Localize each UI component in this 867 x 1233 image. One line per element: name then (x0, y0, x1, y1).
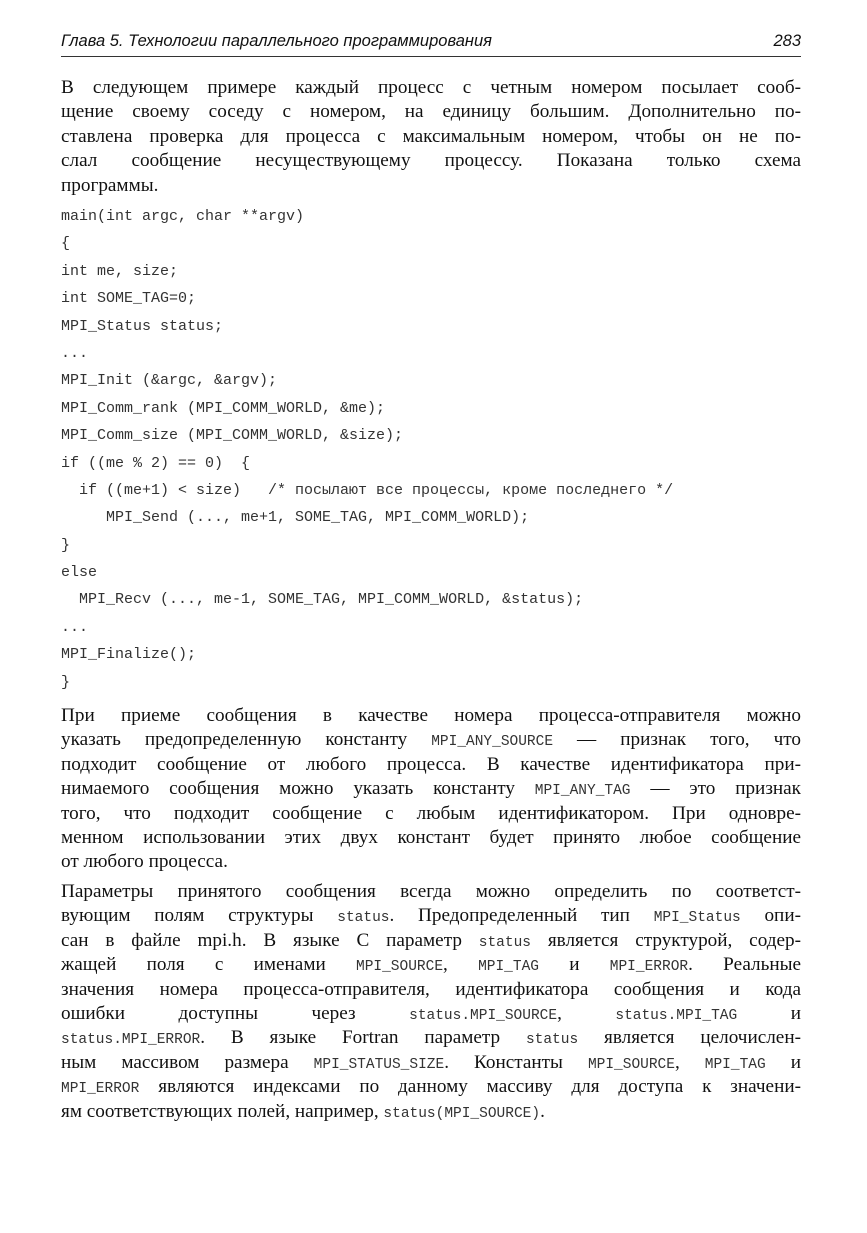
code-term: status (478, 934, 531, 951)
text-fragment: того, что подходит сообщение с любым идентификатором. При одновре- (61, 802, 801, 824)
code-line: MPI_Init (&argc, &argv); (61, 372, 278, 390)
text-line (61, 826, 801, 850)
code-term: MPI_SOURCE (356, 959, 444, 976)
code-line: } (61, 536, 71, 554)
text-fragment: щение своему соседу с номером, на единицу большим. Дополнительно по- (61, 101, 801, 123)
page-number: 283 (773, 32, 801, 50)
text-fragment: подходит сообщение от любого процесса. В качестве идентификатора при- (61, 753, 801, 775)
code-term: MPI_STATUS_SIZE (313, 1056, 445, 1073)
text-line (61, 802, 801, 826)
text-line (61, 1100, 801, 1124)
text-fragment: менном использовании этих двух констант будет принято любое сообщение (61, 826, 801, 848)
code-term: status (337, 910, 390, 927)
text-fragment: При приеме сообщения в качестве номера процесса-отправителя можно (61, 705, 801, 726)
code-line: if ((me % 2) == 0) { (61, 454, 251, 472)
code-term: MPI_ERROR (61, 1081, 140, 1098)
text-fragment: . В языке Fortran параметр (200, 1027, 526, 1049)
code-line: int SOME_TAG=0; (61, 290, 197, 308)
text-line (61, 125, 801, 149)
text-fragment: . Константы (444, 1051, 588, 1073)
text-fragment: и (737, 1002, 801, 1024)
code-line: MPI_Finalize(); (61, 646, 197, 664)
text-line (61, 904, 801, 928)
code-term: MPI_Status (653, 910, 741, 927)
code-term: MPI_ERROR (609, 959, 689, 976)
text-fragment: ошибки доступны через (61, 1002, 410, 1024)
text-line (61, 1051, 801, 1075)
code-line: } (61, 673, 71, 691)
text-line (61, 704, 801, 728)
text-fragment: от любого процесса. (61, 851, 228, 873)
text-fragment: ставлена проверка для процесса с максимальным номером, чтобы он не по- (61, 125, 801, 147)
text-fragment: жащей поля с именами (61, 954, 356, 976)
text-fragment: В следующем примере каждый процесс с четным номером посылает сооб- (61, 77, 801, 98)
text-fragment: , (557, 1002, 616, 1024)
text-line (61, 753, 801, 777)
text-fragment: значения номера процесса-отправителя, идентификатора сообщения и кода (61, 978, 801, 1000)
text-line (61, 174, 801, 198)
code-line: ... (61, 344, 89, 362)
text-fragment: слал сообщение несуществующему процессу. Показана только схема (61, 150, 801, 172)
code-term: MPI_TAG (478, 959, 539, 976)
intro-paragraph (61, 76, 801, 198)
code-line: MPI_Status status; (61, 317, 224, 335)
paragraph-message-receive (61, 704, 801, 875)
code-line: { (61, 235, 71, 253)
text-line (61, 953, 801, 977)
code-term: MPI_ANY_TAG (534, 783, 631, 800)
text-fragment: — признак того, что (553, 729, 801, 751)
running-header (61, 30, 801, 57)
code-line: else (61, 564, 98, 582)
code-term: status.MPI_TAG (615, 1007, 738, 1024)
text-line (61, 1075, 801, 1099)
code-listing (61, 203, 801, 696)
text-line (61, 777, 801, 801)
text-fragment: , (674, 1051, 705, 1073)
code-term: MPI_TAG (704, 1056, 766, 1073)
code-line: MPI_Comm_size (MPI_COMM_WORLD, &size); (61, 427, 404, 445)
text-fragment: . (540, 1100, 545, 1122)
text-fragment: и (539, 954, 610, 976)
code-term: MPI_SOURCE (587, 1056, 675, 1073)
text-fragment: является целочислен- (578, 1027, 801, 1049)
code-line: int me, size; (61, 262, 179, 280)
text-fragment: нимаемого сообщения можно указать константу (61, 778, 535, 800)
code-term: status (525, 1032, 579, 1049)
text-fragment: и (765, 1051, 801, 1073)
text-line (61, 880, 801, 904)
text-fragment: ным массивом размера (61, 1051, 314, 1073)
text-fragment: является структурой, содер- (531, 929, 801, 951)
code-term: status.MPI_ERROR (61, 1032, 201, 1049)
code-line: if ((me+1) < size) /* посылают все процессы, кроме последнего */ (61, 481, 674, 499)
text-fragment: указать предопределенную константу (61, 729, 432, 751)
text-fragment: опи- (740, 905, 801, 927)
text-fragment: . Реальные (688, 954, 802, 976)
code-line: MPI_Recv (..., me-1, SOME_TAG, MPI_COMM_WORLD, &status); (61, 591, 584, 609)
text-line (61, 1026, 801, 1050)
code-line: main(int argc, char **argv) (61, 208, 305, 225)
text-fragment: , (443, 954, 479, 976)
text-fragment: Параметры принятого сообщения всегда можно определить по соответст- (61, 881, 801, 902)
text-line (61, 149, 801, 173)
code-term: status.MPI_SOURCE (409, 1007, 558, 1024)
code-line: ... (61, 618, 89, 636)
code-term: MPI_ANY_SOURCE (431, 734, 554, 751)
text-line (61, 850, 801, 874)
text-line (61, 978, 801, 1002)
text-line (61, 100, 801, 124)
text-fragment: являются индексами по данному массиву для доступа к значени- (139, 1076, 801, 1098)
text-fragment: сан в файле mpi.h. В языке C параметр (61, 929, 479, 951)
text-line (61, 1002, 801, 1026)
code-line: MPI_Comm_rank (MPI_COMM_WORLD, &me); (61, 399, 386, 417)
text-line (61, 76, 801, 100)
code-term: status(MPI_SOURCE) (383, 1105, 541, 1122)
chapter-title: Глава 5. Технологии параллельного программирования (61, 32, 492, 50)
text-fragment: — это признак (630, 778, 802, 800)
text-fragment: . Предопределенный тип (389, 905, 654, 927)
text-fragment: вующим полям структуры (61, 905, 338, 927)
text-line (61, 728, 801, 752)
text-fragment: ям соответствующих полей, например, (61, 1100, 384, 1122)
code-line: MPI_Send (..., me+1, SOME_TAG, MPI_COMM_WORLD); (61, 509, 530, 527)
text-line (61, 929, 801, 953)
text-fragment: программы. (61, 174, 159, 196)
paragraph-status-fields (61, 880, 801, 1124)
